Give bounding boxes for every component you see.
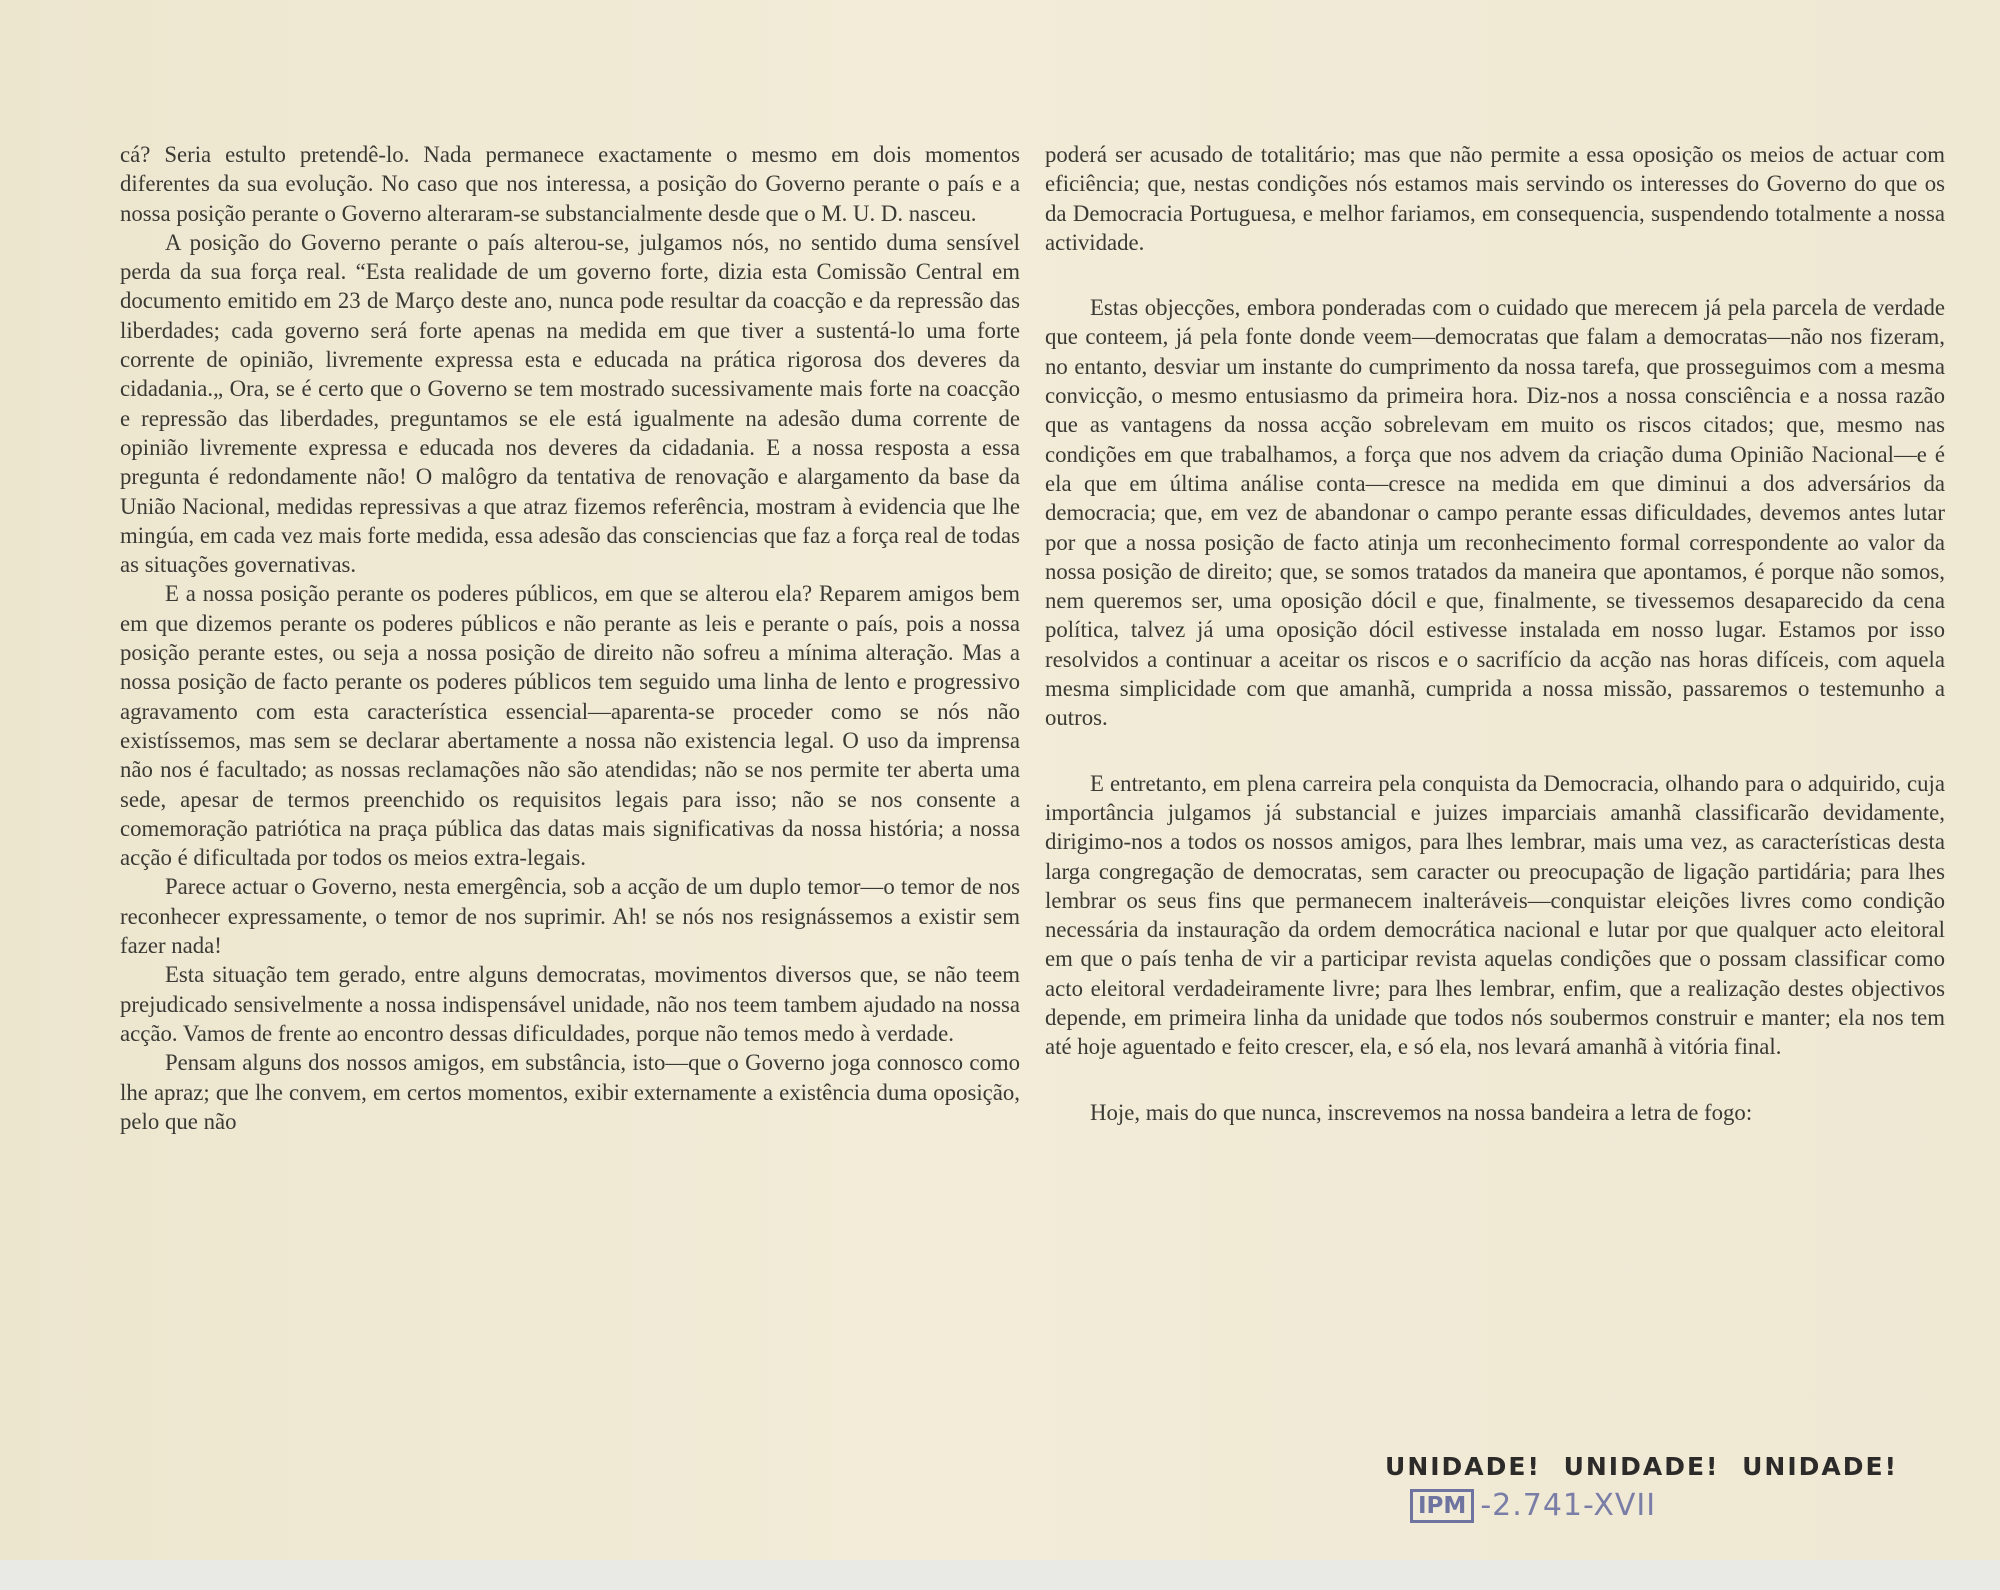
left-column — [120, 140, 1020, 1136]
paragraph: E entretanto, em plena carreira pela conquista da Democracia, olhando para o adquirido, cuja importância julgamos já substancial e juizes imparciais amanhã classificarão devidamente, dirigimo-nos a todos os nossos amigos, para lhes lembrar, mais uma vez, as características desta larga congregação de democratas, sem caracter ou preocupação de ligação partidária; para lhes lembrar os seus fins que permanecem inalteráveis—conquistar eleições livres como condição necessária da instauração da ordem democrática nacional e lutar por que qualquer acto eleitoral em que o país tenha de vir a participar revista aquelas condições que o possam classificar como acto eleitoral verdadeiramente livre; para lhes lembrar, enfim, que a realização destes objectivos depende, em primeira linha da unidade que todos nós soubermos construir e manter; ela nos tem até hoje aguentado e feito crescer, ela, e só ela, nos levará amanhã à vitória final. — [1045, 770, 1945, 1060]
closing-slogan: UNIDADE! UNIDADE! UNIDADE! — [1385, 1452, 1898, 1481]
paragraph: Estas objecções, embora ponderadas com o cuidado que merecem já pela parcela de verdade que conteem, já pela fonte donde veem—democratas que falam a democratas—não nos fizeram, no entanto, desviar um instante do cumprimento da nossa tarefa, que prosseguimos com a mesma convicção, o mesmo entusiasmo da primeira hora. Diz-nos a nossa consciência e a nossa razão que as vantagens da nossa acção sobrelevam em muito os riscos citados; que, mesmo nas condições em que trabalhamos, a força que nos advem da criação duma Opinião Nacional—e é ela que em última análise conta—cresce na medida em que diminui a dos adversários da democracia; que, em vez de abandonar o campo perante essas dificuldades, devemos antes lutar por que a nossa posição de facto atinja um reconhecimento formal correspondente ao valor da nossa posição de direito; que, se somos tratados da maneira que apontamos, é porque não somos, nem queremos ser, uma oposição dócil e que, finalmente, se tivessemos desaparecido da cena política, talvez já uma oposição dócil estivesse instalada em nosso lugar. Estamos por isso resolvidos a continuar a aceitar os riscos e o sacrifício da acção nas horas difíceis, com aquela mesma simplicidade com que amanhã, cumprida a nossa missão, passaremos o testemunho a outros. — [1045, 295, 1945, 731]
right-column — [1045, 140, 1945, 1127]
paragraph: Parece actuar o Governo, nesta emergência, sob a acção de um duplo temor—o temor de nos reconhecer expressamente, o temor de nos suprimir. Ah! se nós nos resignássemos a existir sem fazer nada! — [120, 874, 1020, 959]
paragraph: E a nossa posição perante os poderes públicos, em que se alterou ela? Reparem amigos bem em que dizemos perante os poderes públicos e não perante as leis e perante o país, pois a nossa posição perante estes, ou seja a nossa posição de direito não sofreu a mínima alteração. Mas a nossa posição de facto perante os poderes públicos tem seguido uma linha de lento e progressivo agravamento com esta característica essencial—aparenta-se proceder como se nós não existíssemos, mas sem se declarar abertamente a nossa não existencia legal. O uso da imprensa não nos é facultado; as nossas reclamações não são atendidas; não se nos permite ter aberta uma sede, apesar de termos preenchido os requisitos legais para isso; não se nos consente a comemoração patriótica na praça pública das datas mais significativas da nossa história; a nossa acção é dificultada por todos os meios extra-legais. — [120, 581, 1020, 871]
paragraph: A posição do Governo perante o país alterou-se, julgamos nós, no sentido duma sensível perda da sua força real. “Esta realidade de um governo forte, dizia esta Comissão Central em documento emitido em 23 de Março deste ano, nunca pode resultar da coacção e da repressão das liberdades; cada governo será forte apenas na medida em que tiver a sustentá-lo uma forte corrente de opinião, livremente expressa esta e educada na prática rigorosa dos deveres da cidadania.„ Ora, se é certo que o Governo se tem mostrado sucessivamente mais forte na coacção e repressão das liberdades, preguntamos se ele está igualmente na adesão duma corrente de opinião livremente expressa e educada nos deveres da cidadania. E a nossa resposta a essa pregunta é redondamente não! O malôgro da tentativa de renovação e alargamento da base da União Nacional, medidas repressivas a que atraz fizemos referência, mostram à evidencia que lhe mingúa, em cada vez mais forte medida, essa adesão das consciencias que faz a força real de todas as situações governativas. — [120, 229, 1020, 578]
stamp-box: IPM — [1410, 1489, 1474, 1523]
paragraph: Hoje, mais do que nunca, inscrevemos na nossa bandeira a letra de fogo: — [1090, 1099, 1753, 1125]
paragraph: Esta situação tem gerado, entre alguns democratas, movimentos diversos que, se não teem prejudicado sensivelmente a nossa indispensável unidade, não nos teem tambem ajudado na nossa acção. Vamos de frente ao encontro dessas dificuldades, porque não temos medo à verdade. — [120, 962, 1020, 1046]
paragraph: Pensam alguns dos nossos amigos, em substância, isto—que o Governo joga connosco como lhe apraz; que lhe convem, em certos momentos, exibir externamente a existência duma oposição, pelo que não — [120, 1050, 1020, 1134]
paragraph: poderá ser acusado de totalitário; mas que não permite a essa oposição os meios de actuar com eficiência; que, nestas condições nós estamos mais servindo os interesses do Governo do que os da Democracia Portuguesa, e melhor fariamos, em consequencia, suspendendo totalmente a nossa actividade. — [1045, 142, 1945, 255]
paragraph: cá? Seria estulto pretendê-lo. Nada permanece exactamente o mesmo em dois momentos diferentes da sua evolução. No caso que nos interessa, a posição do Governo perante o país e a nossa posição perante o Governo alteraram-se substancialmente desde que o M. U. D. nasceu. — [120, 142, 1020, 226]
archive-stamp — [1410, 1488, 1656, 1523]
stamp-code: -2.741-XVII — [1480, 1488, 1657, 1523]
